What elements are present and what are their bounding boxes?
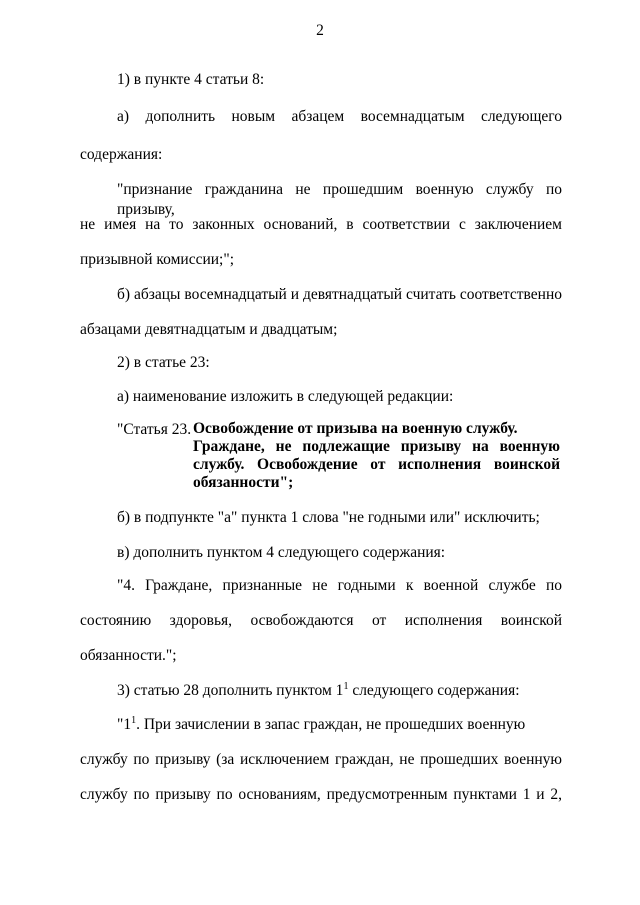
text-span: 3) статью 28 дополнить пунктом 1 — [117, 682, 344, 699]
article-title-line: Освобождение от призыва на военную службу. — [193, 420, 518, 437]
article-number: "Статья 23. — [117, 421, 192, 438]
quoted-text-line: службу по призыву по основаниям, предусмотренным пунктами 1 и 2, — [80, 786, 562, 803]
text-span: следующего содержания: — [348, 682, 520, 699]
item-3 — [117, 681, 562, 701]
text-line: содержания: — [80, 146, 163, 163]
superscript: 1 — [131, 715, 137, 726]
superscript: 1 — [343, 681, 349, 692]
subitem-1a: а) дополнить новым абзацем восемнадцатым следующего — [117, 108, 562, 125]
subitem-2b: б) в подпункте "а" пункта 1 слова "не годными или" исключить; — [117, 509, 540, 526]
article-title-line: Граждане, не подлежащие призыву на военную — [193, 438, 560, 455]
quoted-text-line: призывной комиссии;"; — [80, 251, 235, 268]
subitem-1b: б) абзацы восемнадцатый и девятнадцатый считать соответственно — [117, 286, 562, 303]
quoted-text-line: службу по призыву (за исключением граждан, не прошедших военную — [80, 751, 562, 768]
page-number: 2 — [316, 22, 324, 39]
article-title-line: службу. Освобождение от исполнения воинской — [193, 456, 560, 473]
quoted-text-line: обязанности."; — [80, 647, 177, 664]
article-title — [193, 420, 560, 492]
text-line: абзацами девятнадцатым и двадцатым; — [80, 321, 338, 338]
item-1: 1) в пункте 4 статьи 8: — [117, 71, 265, 88]
text-span: . При зачислении в запас граждан, не прошедших военную — [136, 716, 526, 733]
quoted-text-line: "4. Граждане, признанные не годными к военной службе по — [117, 577, 562, 594]
text-span: "1 — [117, 716, 132, 733]
article-title-line: обязанности"; — [193, 474, 294, 491]
subitem-2a: а) наименование изложить в следующей редакции: — [117, 388, 454, 405]
quoted-text-line — [117, 715, 562, 735]
quoted-text-line: не имея на то законных оснований, в соответствии с заключением — [80, 216, 562, 233]
quoted-text-line: состоянию здоровья, освобождаются от исполнения воинской — [80, 612, 562, 629]
item-2: 2) в статье 23: — [117, 354, 210, 371]
subitem-2c: в) дополнить пунктом 4 следующего содержания: — [117, 544, 446, 561]
quoted-text-line: "признание гражданина не прошедшим военную службу по призыву, — [117, 181, 562, 218]
